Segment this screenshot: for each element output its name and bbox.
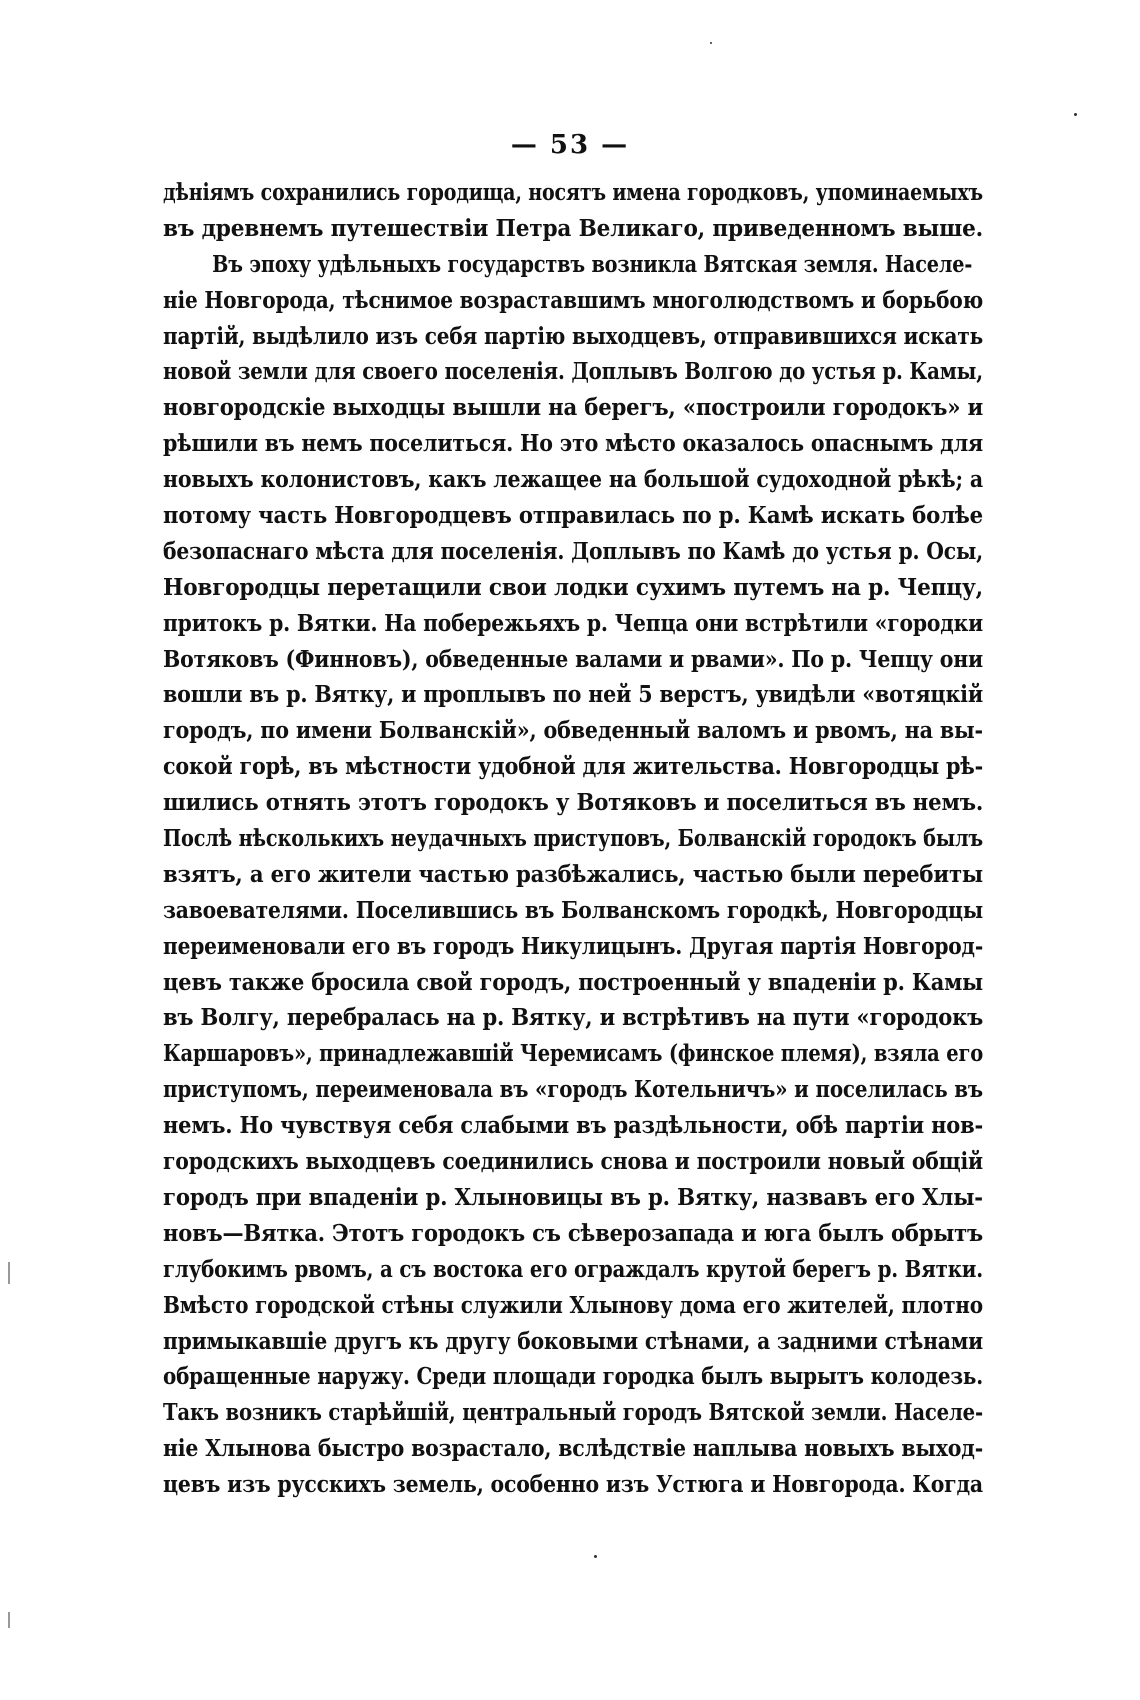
scan-edge-mark (8, 1262, 10, 1284)
text-line: Такъ возникъ старѣйшій, центральный городъ Вятской земли. Населе- (163, 1398, 983, 1427)
text-line: въ Волгу, перебралась на р. Вятку, и встрѣтивъ на пути «городокъ (163, 1003, 984, 1032)
text-line: взятъ, а его жители частью разбѣжались, частью были перебиты (163, 859, 983, 888)
text-line: примыкавшіе другъ къ другу боковыми стѣнами, а задними стѣнами (163, 1326, 984, 1355)
text-line: переименовали его въ городъ Никулицынъ. Другая партія Новгород- (163, 931, 984, 960)
text-line: Послѣ нѣсколькихъ неудачныхъ приступовъ, Болванскій городокъ былъ (163, 824, 984, 853)
text-line: цевъ также бросила свой городъ, построенный у впаденіи р. Камы (163, 967, 984, 996)
text-line: ніе Новгорода, тѣснимое возраставшимъ многолюдствомъ и борьбою (163, 285, 984, 314)
scan-speck (710, 42, 712, 44)
text-line: обращенные наружу. Среди площади городка былъ вырытъ колодезь. (163, 1362, 983, 1391)
text-line: безопаснаго мѣста для поселенія. Доплывъ по Камѣ до устья р. Осы, (163, 536, 984, 565)
body-text (163, 175, 983, 1503)
text-line: сокой горѣ, въ мѣстности удобной для жительства. Новгородцы рѣ- (163, 752, 984, 781)
text-line: рѣшили въ немъ поселиться. Но это мѣсто оказалось опаснымъ для (163, 429, 984, 458)
text-line: партій, выдѣлило изъ себя партію выходцевъ, отправившихся искать (163, 321, 984, 350)
text-line: приступомъ, переименовала въ «городъ Котельничъ» и поселилась въ (163, 1075, 983, 1104)
text-line: шились отнять этотъ городокъ у Вотяковъ и поселиться въ немъ. (163, 788, 984, 817)
text-line: завоевателями. Поселившись въ Болванскомъ городкѣ, Новгородцы (163, 895, 984, 924)
scan-speck (1074, 113, 1077, 116)
text-line: новой земли для своего поселенія. Доплывъ Волгою до устья р. Камы, (163, 357, 983, 386)
text-line: городъ, по имени Болванскій», обведенный валомъ и рвомъ, на вы- (163, 716, 983, 745)
text-line: глубокимъ рвомъ, а съ востока его ограждалъ крутой берегъ р. Вятки. (163, 1254, 983, 1283)
text-line: городъ при впаденіи р. Хлыновицы въ р. Вятку, назвавъ его Хлы- (163, 1182, 983, 1211)
text-line: ніе Хлынова быстро возрастало, вслѣдствіе наплыва новыхъ выход- (163, 1434, 984, 1463)
text-line: новъ—Вятка. Этотъ городокъ съ сѣверозапада и юга былъ обрытъ (163, 1218, 984, 1247)
text-line: Въ эпоху удѣльныхъ государствъ возникла Вятская земля. Населе- (212, 249, 973, 278)
scan-edge-mark (8, 1612, 10, 1628)
text-line: немъ. Но чувствуя себя слабыми въ раздѣльности, обѣ партіи нов- (163, 1111, 984, 1140)
text-line: Вотяковъ (Финновъ), обведенные валами и рвами». По р. Чепцу они (163, 644, 984, 673)
text-line: притокъ р. Вятки. На побережьяхъ р. Чепца они встрѣтили «городки (163, 608, 983, 637)
text-line: въ древнемъ путешествіи Петра Великаго, приведенномъ выше. (163, 213, 984, 242)
text-line: вошли въ р. Вятку, и проплывъ по ней 5 верстъ, увидѣли «вотяцкій (163, 680, 983, 709)
text-line: городскихъ выходцевъ соединились снова и построили новый общій (163, 1147, 983, 1176)
text-line: новгородскіе выходцы вышли на берегъ, «построили городокъ» и (163, 393, 984, 422)
text-line: Вмѣсто городской стѣны служили Хлынову дома его жителей, плотно (163, 1290, 983, 1319)
text-line: цевъ изъ русскихъ земель, особенно изъ Устюга и Новгорода. Когда (163, 1470, 983, 1499)
text-line: Новгородцы перетащили свои лодки сухимъ путемъ на р. Чепцу, (163, 572, 983, 601)
text-line: потому часть Новгородцевъ отправилась по р. Камѣ искать болѣе (163, 501, 983, 530)
scan-speck (594, 1555, 597, 1558)
text-line: новыхъ колонистовъ, какъ лежащее на большой судоходной рѣкѣ; а (163, 465, 983, 494)
text-line: Каршаровъ», принадлежавшій Черемисамъ (финское племя), взяла его (163, 1039, 984, 1068)
text-line: дѣніямъ сохранились городища, носятъ имена городковъ, упоминаемыхъ (163, 178, 983, 206)
page-number: — 53 — (510, 130, 630, 160)
